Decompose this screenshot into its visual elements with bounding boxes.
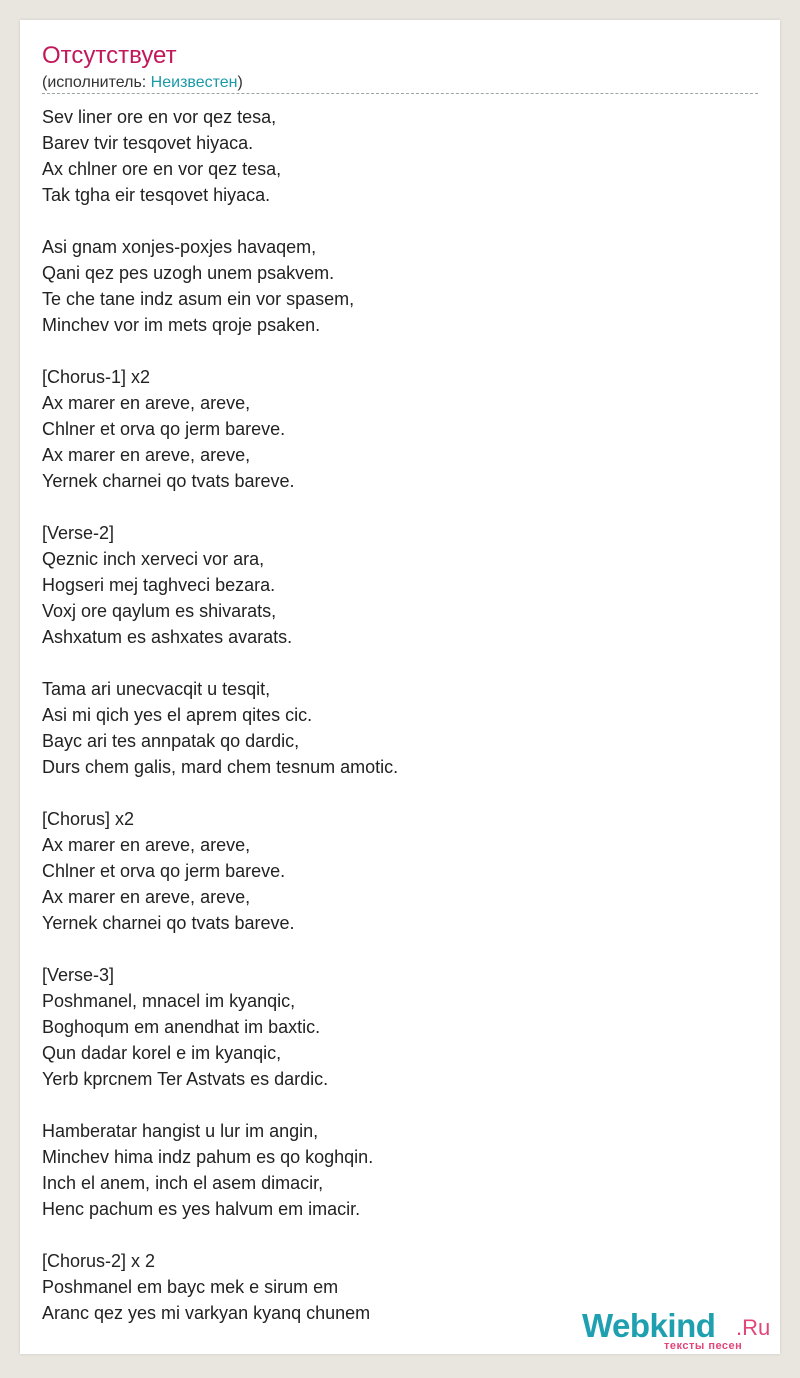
- lyric-line: Poshmanel em bayc mek e sirum em: [42, 1277, 339, 1297]
- lyrics-card: [20, 20, 780, 1354]
- lyric-line: Bayc ari tes annpatak qo dardic,: [42, 731, 300, 751]
- lyric-line: Ashxatum es ashxates avarats.: [42, 627, 293, 647]
- lyric-line: Minchev vor im mets qroje psaken.: [42, 315, 321, 335]
- lyric-line: Minchev hima indz pahum es qo koghqin.: [42, 1147, 374, 1167]
- lyric-blank-line: [42, 1092, 742, 1118]
- lyric-line: Voxj ore qaylum es shivarats,: [42, 601, 277, 621]
- lyric-line: Hogseri mej taghveci bezara.: [42, 575, 276, 595]
- lyric-line: Barev tvir tesqovet hiyaca.: [42, 133, 254, 153]
- lyric-line: Poshmanel, mnacel im kyanqic,: [42, 991, 296, 1011]
- lyric-line: Te che tane indz asum ein vor spasem,: [42, 289, 355, 309]
- lyric-line: Hamberatar hangist u lur im angin,: [42, 1121, 319, 1141]
- lyric-line: [Chorus-1] x2: [42, 367, 151, 387]
- lyric-line: Boghoqum em anendhat im baxtic.: [42, 1017, 321, 1037]
- lyric-line: Ax marer en areve, areve,: [42, 835, 251, 855]
- lyric-blank-line: [42, 650, 742, 676]
- artist-prefix: (исполнитель:: [42, 74, 151, 91]
- lyric-line: Qani qez pes uzogh unem psakvem.: [42, 263, 335, 283]
- lyric-line: Inch el anem, inch el asem dimacir,: [42, 1173, 324, 1193]
- lyric-blank-line: [42, 208, 742, 234]
- lyric-line: Ax chlner ore en vor qez tesa,: [42, 159, 282, 179]
- lyric-line: Ax marer en areve, areve,: [42, 887, 251, 907]
- lyric-line: Aranc qez yes mi varkyan kyanq chunem: [42, 1303, 371, 1323]
- lyric-line: Asi gnam xonjes-poxjes havaqem,: [42, 237, 317, 257]
- lyric-line: [Chorus] x2: [42, 809, 135, 829]
- lyric-line: Ax marer en areve, areve,: [42, 393, 251, 413]
- artist-link[interactable]: Неизвестен: [150, 74, 238, 91]
- lyric-blank-line: [42, 936, 742, 962]
- lyric-line: Qeznic inch xerveci vor ara,: [42, 549, 265, 569]
- lyric-line: Chlner et orva qo jerm bareve.: [42, 861, 286, 881]
- lyric-blank-line: [42, 494, 742, 520]
- logo-tld-text: .Ru: [736, 1315, 771, 1340]
- lyric-line: Chlner et orva qo jerm bareve.: [42, 419, 286, 439]
- lyric-line: [Chorus-2] x 2: [42, 1251, 156, 1271]
- lyric-line: Tama ari unecvacqit u tesqit,: [42, 679, 271, 699]
- lyric-line: Tak tgha eir tesqovet hiyaca.: [42, 185, 271, 205]
- title-divider: [42, 93, 758, 94]
- lyric-line: Yerb kprcnem Ter Astvats es dardic.: [42, 1069, 329, 1089]
- lyric-blank-line: [42, 780, 742, 806]
- lyric-line: Yernek charnei qo tvats bareve.: [42, 471, 295, 491]
- lyric-blank-line: [42, 1222, 742, 1248]
- lyric-line: Henc pachum es yes halvum em imacir.: [42, 1199, 361, 1219]
- logo-main-text: Webkind: [582, 1307, 716, 1344]
- lyric-line: Yernek charnei qo tvats bareve.: [42, 913, 295, 933]
- lyrics-text: [42, 104, 742, 1326]
- lyric-blank-line: [42, 338, 742, 364]
- lyric-line: [Verse-3]: [42, 965, 115, 985]
- lyric-line: Durs chem galis, mard chem tesnum amotic.: [42, 757, 399, 777]
- lyric-line: Qun dadar korel e im kyanqic,: [42, 1043, 282, 1063]
- lyric-line: Asi mi qich yes el aprem qites cic.: [42, 705, 313, 725]
- song-title: Отсутствует: [42, 42, 177, 69]
- lyric-line: Sev liner ore en vor qez tesa,: [42, 107, 277, 127]
- lyric-line: Ax marer en areve, areve,: [42, 445, 251, 465]
- site-logo[interactable]: [582, 1307, 772, 1352]
- artist-line: [42, 73, 243, 93]
- lyric-line: [Verse-2]: [42, 523, 115, 543]
- logo-tagline: тексты песен: [664, 1340, 743, 1352]
- artist-suffix: ): [237, 74, 243, 91]
